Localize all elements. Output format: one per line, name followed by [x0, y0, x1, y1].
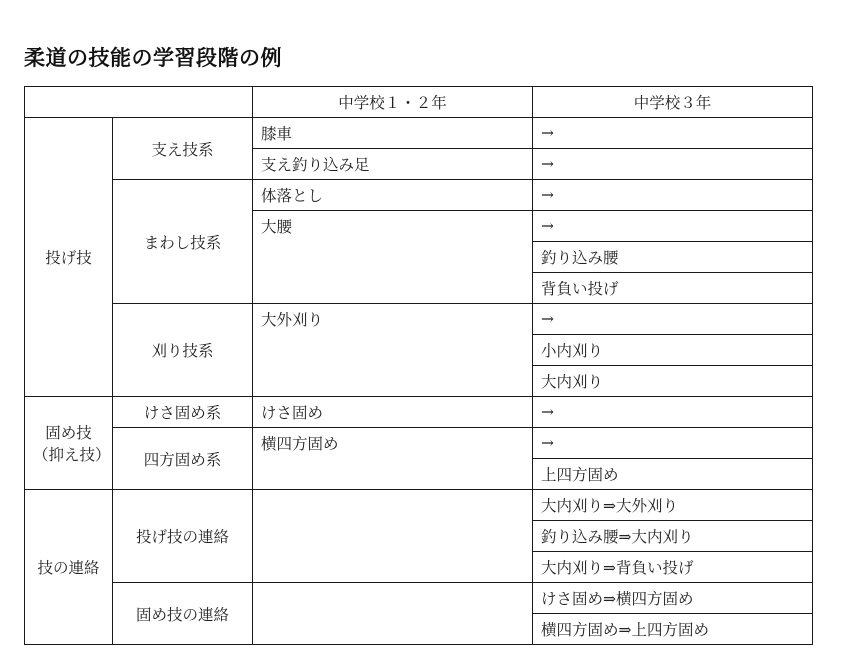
cell-taiotoshi-g3: →: [533, 180, 813, 211]
table-row: [25, 490, 813, 521]
cell-katame-renraku-empty: [253, 583, 533, 645]
group-katame-line1: 固め技: [45, 424, 92, 442]
cell-ogoshi-g3: →: [533, 211, 813, 242]
cell-kouchigari: 小内刈り: [533, 335, 813, 366]
cell-renraku1: 大内刈り⇒大外刈り: [533, 490, 813, 521]
header-blank-cell: [25, 87, 253, 118]
system-shiho: 四方固め系: [113, 428, 253, 490]
cell-hizaguruma-g3: →: [533, 118, 813, 149]
table-row: [25, 118, 813, 149]
system-mawashi: まわし技系: [113, 180, 253, 304]
system-katame-renraku: 固め技の連絡: [113, 583, 253, 645]
cell-kamishiho: 上四方固め: [533, 459, 813, 490]
cell-renraku2: 釣り込み腰⇒大内刈り: [533, 521, 813, 552]
page-title: 柔道の技能の学習段階の例: [24, 46, 282, 70]
table-row: [25, 428, 813, 459]
cell-osotogari: 大外刈り: [253, 304, 533, 397]
cell-taiotoshi: 体落とし: [253, 180, 533, 211]
table-row: [25, 397, 813, 428]
table-row: [25, 583, 813, 614]
system-nage-renraku: 投げ技の連絡: [113, 490, 253, 583]
cell-renraku4: けさ固め⇒横四方固め: [533, 583, 813, 614]
cell-nage-renraku-empty: [253, 490, 533, 583]
cell-renraku3: 大内刈り⇒背負い投げ: [533, 552, 813, 583]
cell-sasaetsurikomi-g3: →: [533, 149, 813, 180]
cell-sasaetsurikomi: 支え釣り込み足: [253, 149, 533, 180]
group-nage: 投げ技: [25, 118, 113, 397]
system-sasae: 支え技系: [113, 118, 253, 180]
cell-tsurikomigoshi: 釣り込み腰: [533, 242, 813, 273]
header-grade12: 中学校１・２年: [253, 87, 533, 118]
system-kari: 刈り技系: [113, 304, 253, 397]
cell-kesagatame: けさ固め: [253, 397, 533, 428]
cell-renraku5: 横四方固め⇒上四方固め: [533, 614, 813, 645]
table-row: [25, 304, 813, 335]
cell-ogoshi: 大腰: [253, 211, 533, 304]
cell-seoinage: 背負い投げ: [533, 273, 813, 304]
skill-stages-table: [24, 86, 813, 645]
system-kesa: けさ固め系: [113, 397, 253, 428]
cell-ouchigari: 大内刈り: [533, 366, 813, 397]
table-row: [25, 180, 813, 211]
header-row: [25, 87, 813, 118]
cell-kesagatame-g3: →: [533, 397, 813, 428]
cell-hizaguruma: 膝車: [253, 118, 533, 149]
cell-yokoshiho: 横四方固め: [253, 428, 533, 490]
group-katame-line2: （抑え技）: [33, 446, 111, 464]
header-grade3: 中学校３年: [533, 87, 813, 118]
cell-yokoshiho-g3: →: [533, 428, 813, 459]
group-katame: [25, 397, 113, 490]
group-renraku: 技の連絡: [25, 490, 113, 645]
cell-osotogari-g3: →: [533, 304, 813, 335]
